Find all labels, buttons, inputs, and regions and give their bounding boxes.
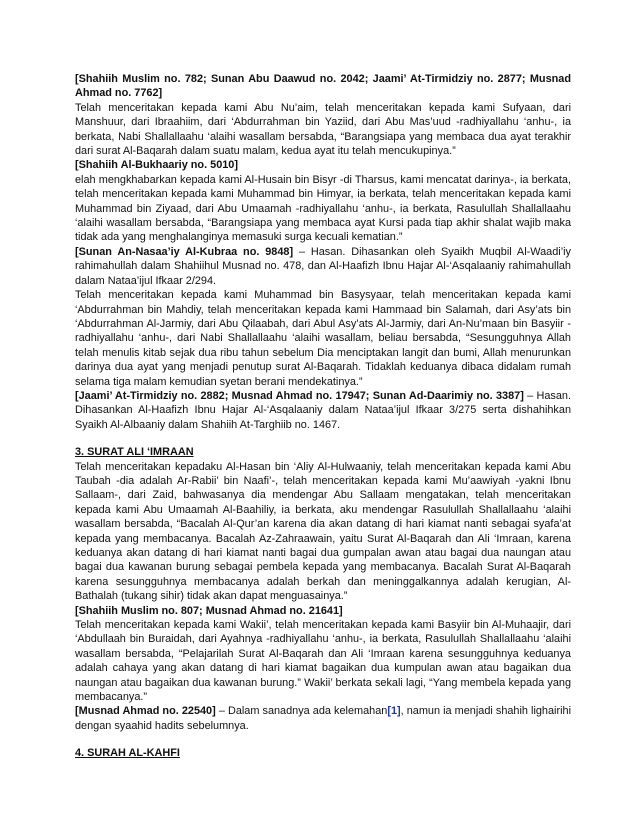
citation-grading-text: – Hasan. Dihasankan oleh Syaikh Muqbil Al-Waadi’iy rahimahullah dalam Shahiihul Musnad no. 478, dan Al-Haafizh Ibnu Hajar Al-‘Asqalaaniy rahimahullah dalam Nataa’ijul Ifkaar 2/294.	[75, 245, 571, 287]
section-heading-al-kahfi: 4. SURAH AL-KAHFI	[75, 747, 180, 760]
hadith-paragraph: elah mengkhabarkan kepada kami Al-Husain bin Bisyr -di Tharsus, kami mencatat darinya-, ia berkata, telah menceritakan kepada kami Muhammad bin Himyar, ia berkata, telah menceritakan kepada kami Muhammad bin Ziyaad, dari Abu Umaamah -radhiyallahu ‘anhu-, ia berkata, Rasulullah Shallallaahu ‘alaihi wasallam bersabda, “Barangsiapa yang membaca ayat Kursi pada tiap akhir shalat wajib maka tidak ada yang menghalanginya memasuki surga kecuali kematian.”	[75, 173, 571, 244]
section-heading-ali-imraan: 3. SURAT ALI ‘IMRAAN	[75, 446, 194, 459]
hadith-paragraph: Telah menceritakan kepada kami Abu Nu’aim, telah menceritakan kepada kami Sufyaan, dari Manshuur, dari Ibraahiim, dari ‘Abdurrahman bin Yaziid, dari Abu Mas’uud -radhiyallahu ‘anhu-, ia berkata, Nabi Shallallaahu ‘alaihi wasallam bersabda, “Barangsiapa yang membaca dua ayat terakhir dari surat Al-Baqarah dalam suatu malam, kedua ayat itu telah mencukupinya.”	[75, 101, 571, 158]
hadith-paragraph: Telah menceritakan kepadaku Al-Hasan bin ‘Aliy Al-Hulwaaniy, telah menceritakan kepada kami Abu Taubah -dia adalah Ar-Rabii’ bin Naafi’-, telah menceritakan kepada kami Mu’aawiyah -yakni Ibnu Sallaam-, dari Zaid, bahwasanya dia mendengar Abu Sallaam mengatakan, telah menceritakan kepada kami Abu Umaamah Al-Baahiliy, ia berkata, aku mendengar Rasulullah Shallallaahu ‘alaihi wasallam bersabda, “Bacalah Al-Qur’an karena dia akan datang di hari kiamat nanti sebagai syafa’at kepada yang membacanya. Bacalah Az-Zahraawain, yaitu Surat Al-Baqarah dan Ali ‘Imraan, karena keduanya akan datang di hari kiamat nanti bagai dua gumpalan awan atau bagai dua naungan atau bagai dua kawanan burung sebagai pembela kepada yang membacanya. Bacalah Surat Al-Baqarah karena sesungguhnya membacanya adalah berkah dan meninggalkannya adalah kerugian, Al-Bathalah (tukang sihir) tidak akan dapat menguasainya.”	[75, 460, 571, 603]
citation-ahmad-22540: [Musnad Ahmad no. 22540]	[75, 705, 216, 718]
citation-muslim-807: [Shahiih Muslim no. 807; Musnad Ahmad no. 21641]	[75, 604, 343, 617]
hadith-paragraph: Telah menceritakan kepada kami Wakii’, telah menceritakan kepada kami Basyiir bin Al-Muhaajir, dari ‘Abdullaah bin Buraidah, dari Ayahnya -radhiyallahu ‘anhu-, ia berkata, Rasulullah Shallallaahu ‘alaihi wasallam bersabda, “Pelajarilah Surat Al-Baqarah dan Ali ‘Imraan karena sesungguhnya keduanya adalah cahaya yang akan datang di hari kiamat bagaikan dua kumpulan awan atau bagaikan dua naungan atau bagaikan dua kawanan burung.” Wakii’ berkata sekali lagi, “Yang membela kepada yang membacanya.”	[75, 619, 571, 704]
citation-grading-text: – Hasan. Dihasankan Al-Haafizh Ibnu Hajar Al-‘Asqalaaniy dalam Nataa’ijul Ifkaar 3/275 serta dishahihkan Syaikh Al-Albaaniy dalam Shahiih At-Targhiib no. 1467.	[75, 389, 571, 431]
hadith-paragraph: Telah menceritakan kepada kami Muhammad bin Basysyaar, telah menceritakan kepada kami ‘Abdurrahman bin Mahdiy, telah menceritakan kepada kami Hammaad bin Salamah, dari Asy’ats bin ‘Abdurrahman Al-Jarmiy, dari Abu Qilaabah, dari Abul Asy’ats Al-Jarmiy, dari An-Nu’maan bin Basyiir -radhiyallahu ‘anhu-, dari Nabi Shallallaahu ‘alaihi wasallam, beliau bersabda, “Sesungguhnya Allah telah menulis kitab sejak dua ribu tahun sebelum Dia menciptakan langit dan bumi, Allah menurunkan darinya dua ayat yang menjadi penutup surat Al-Baqarah. Tidaklah keduanya dibaca didalam rumah selama tiga malam kemudian syetan berani mendekatinya.”	[75, 289, 571, 388]
citation-paragraph	[75, 704, 571, 733]
citation-paragraph	[75, 245, 571, 288]
citation-muslim-782: [Shahiih Muslim no. 782; Sunan Abu Daawud no. 2042; Jaami’ At-Tirmidziy no. 2877; Musnad Ahmad no. 7762]	[75, 73, 571, 100]
citation-tirmidziy-2882: [Jaami’ At-Tirmidziy no. 2882; Musnad Ahmad no. 17947; Sunan Ad-Daarimiy no. 3387]	[75, 389, 524, 402]
footnote-link[interactable]: [1]	[387, 705, 401, 718]
citation-grading-text: , namun ia menjadi shahih lighairihi dengan syaahid hadits sebelumnya.	[75, 705, 571, 732]
citation-nasaaiy-9848: [Sunan An-Nasaa’iy Al-Kubraa no. 9848]	[75, 245, 294, 258]
citation-grading-text: – Dalam sanadnya ada kelemahan	[215, 705, 388, 718]
citation-bukhaariy-5010: [Shahiih Al-Bukhaariy no. 5010]	[75, 159, 238, 172]
citation-paragraph	[75, 389, 571, 432]
